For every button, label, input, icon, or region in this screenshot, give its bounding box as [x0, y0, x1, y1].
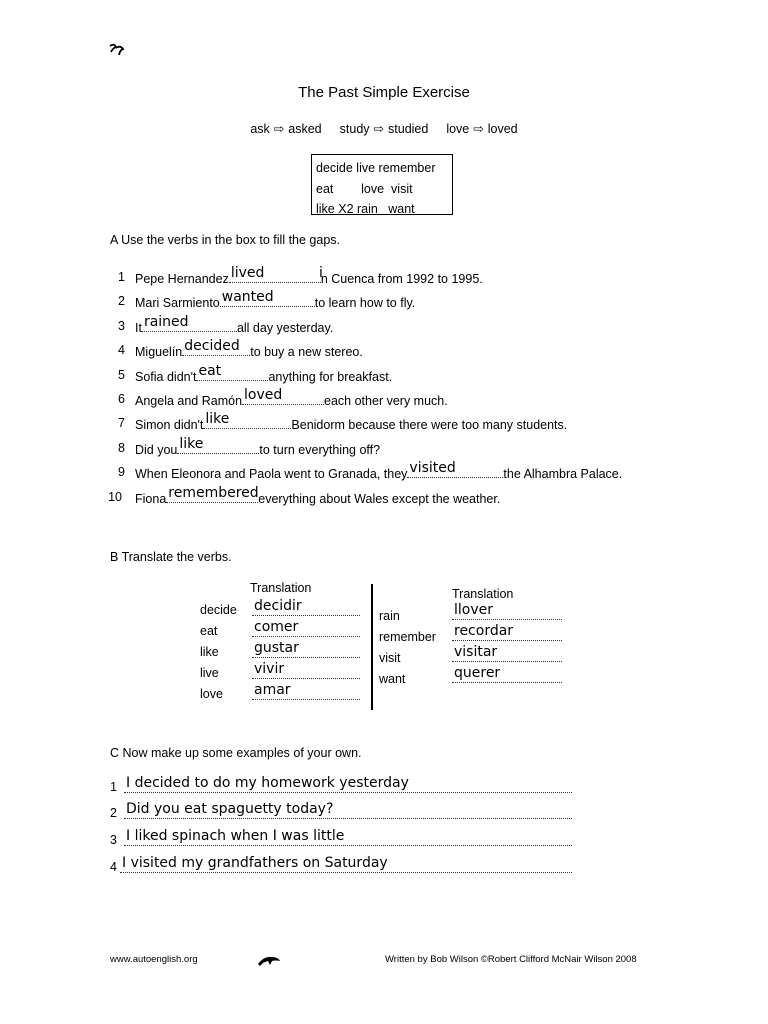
- question-text-before: Sofia didn't: [135, 369, 197, 384]
- example-base-verb: ask: [250, 122, 270, 136]
- handwritten-translation: vivir: [254, 661, 285, 677]
- question-text-before: Miguelín: [135, 345, 183, 360]
- handwritten-translation: amar: [254, 682, 291, 698]
- column-divider: [371, 584, 373, 710]
- question-text-before: Simon didn't: [135, 418, 204, 433]
- handwritten-translation: comer: [254, 619, 299, 635]
- section-b-heading: B Translate the verbs.: [110, 550, 232, 564]
- answer-gap: [203, 411, 291, 429]
- handwritten-answer: loved: [244, 387, 283, 403]
- example-base-verb: love: [446, 122, 470, 136]
- section-a-heading: A Use the verbs in the box to fill the gaps.: [110, 233, 340, 247]
- translation-verb: live: [200, 666, 219, 680]
- translation-verb: decide: [200, 603, 237, 617]
- translation-verb: rain: [379, 609, 400, 623]
- translation-verb: want: [379, 672, 406, 686]
- translation-gap: [452, 665, 562, 683]
- handwritten-answer: like: [179, 435, 204, 452]
- question-number: 7: [118, 416, 125, 431]
- answer-gap: [182, 338, 250, 356]
- question-row: [135, 362, 393, 384]
- question-number: 5: [118, 367, 125, 382]
- question-number: 1: [118, 270, 125, 284]
- handwritten-sentence: I decided to do my homework yesterday: [126, 775, 409, 791]
- question-text-before: When Eleonora and Paola went to Granada, they: [135, 467, 408, 482]
- handwritten-answer: rained: [143, 313, 189, 330]
- translation-gap: [452, 602, 562, 620]
- translation-gap: [252, 640, 360, 658]
- arrow-icon: ⇨: [273, 122, 285, 136]
- question-row: [135, 387, 448, 408]
- handwritten-answer: eat: [198, 362, 222, 379]
- question-row: [135, 338, 363, 360]
- translation-verb: visit: [379, 651, 401, 665]
- answer-gap: [177, 435, 259, 454]
- example-number: 3: [110, 833, 117, 847]
- question-text-after: each other very much.: [324, 394, 448, 408]
- example-line: [124, 801, 572, 819]
- question-row: [135, 313, 334, 335]
- handwritten-translation: recordar: [454, 623, 514, 639]
- handwritten-sentence: Did you eat spaguetty today?: [126, 801, 334, 817]
- answer-gap: [220, 289, 315, 307]
- handwritten-answer: wanted: [221, 289, 274, 306]
- example-line: [124, 828, 572, 846]
- translation-header-right: Translation: [452, 587, 514, 601]
- handwritten-answer: decided: [184, 338, 240, 355]
- question-row: [135, 411, 568, 433]
- question-row: [135, 265, 483, 286]
- question-text-after: to learn how to fly.: [314, 296, 416, 311]
- question-number: 10: [108, 489, 122, 504]
- question-row: [135, 484, 501, 506]
- question-row: [135, 435, 381, 457]
- dolphin-logo-icon: [256, 952, 282, 968]
- question-number: 8: [118, 440, 125, 455]
- question-text-after: Benidorm because there were too many students.: [291, 418, 568, 433]
- handwritten-sentence: I visited my grandfathers on Saturday: [122, 855, 388, 871]
- translation-verb: love: [200, 687, 223, 701]
- translation-gap: [452, 644, 562, 662]
- example-line: [120, 855, 572, 873]
- page-title: The Past Simple Exercise: [298, 84, 470, 101]
- answer-gap: [407, 460, 503, 478]
- question-text-after: to turn everything off?: [259, 442, 381, 457]
- answer-gap: [229, 265, 323, 283]
- question-text-after: anything for breakfast.: [268, 369, 393, 384]
- translation-verb: eat: [200, 624, 218, 638]
- answer-gap: [242, 387, 324, 405]
- example-past-verb: studied: [388, 122, 429, 136]
- question-number: 6: [118, 392, 125, 406]
- handwritten-translation: decidir: [254, 598, 302, 614]
- handwritten-answer: lived: [230, 265, 265, 281]
- question-text-before: Did you: [135, 442, 178, 457]
- answer-gap: [166, 484, 259, 503]
- handwritten-translation: gustar: [254, 640, 299, 656]
- translation-verb: like: [200, 645, 219, 659]
- arrow-icon: ⇨: [473, 122, 484, 136]
- question-text-after: everything about Wales except the weather.: [258, 491, 501, 506]
- example-number: 1: [110, 780, 117, 794]
- handwritten-answer: like: [205, 411, 230, 428]
- arrow-icon: ⇨: [373, 122, 385, 136]
- handwritten-extra: i: [318, 265, 323, 281]
- translation-header-left: Translation: [250, 581, 312, 595]
- verb-box-line: decide live remember: [316, 161, 436, 175]
- logo-icon: [108, 42, 126, 58]
- section-c-heading: C Now make up some examples of your own.: [110, 746, 362, 760]
- handwritten-answer: remembered: [168, 484, 259, 501]
- translation-gap: [252, 598, 360, 616]
- question-text-after: to buy a new stereo.: [250, 345, 363, 360]
- translation-gap: [252, 661, 360, 679]
- translation-verb: remember: [379, 630, 436, 644]
- handwritten-sentence: I liked spinach when I was little: [126, 828, 345, 844]
- handwritten-translation: visitar: [454, 644, 498, 660]
- question-row: [135, 289, 416, 311]
- verb-box: [311, 154, 453, 215]
- verb-box-line: eat love visit: [316, 181, 413, 196]
- translation-gap: [252, 682, 360, 700]
- question-row: [135, 460, 623, 482]
- handwritten-translation: querer: [454, 665, 501, 681]
- question-text-after: n Cuenca from 1992 to 1995.: [320, 272, 483, 286]
- verb-box-line: like X2 rain want: [316, 202, 415, 216]
- question-text-before: Fiona: [135, 491, 167, 506]
- example-past-verb: asked: [288, 122, 322, 136]
- example-number: 4: [110, 860, 117, 874]
- question-number: 4: [118, 343, 125, 358]
- question-number: 9: [118, 465, 125, 480]
- handwritten-answer: visited: [409, 460, 456, 477]
- example-line: [124, 775, 572, 793]
- example-conversions: [0, 121, 768, 136]
- question-text-after: all day yesterday.: [236, 320, 334, 335]
- translation-gap: [452, 623, 562, 641]
- question-text-before: It: [135, 320, 142, 335]
- handwritten-translation: llover: [454, 602, 493, 618]
- question-text-before: Pepe Hernandez: [135, 272, 229, 286]
- example-base-verb: study: [339, 122, 370, 136]
- footer-copyright: Written by Bob Wilson ©Robert Clifford McNair Wilson 2008: [385, 954, 637, 965]
- question-number: 3: [118, 318, 125, 333]
- question-number: 2: [118, 294, 125, 309]
- question-text-before: Angela and Ramón: [135, 394, 243, 408]
- question-text-before: Mari Sarmiento: [135, 296, 220, 311]
- question-text-after: the Alhambra Palace.: [503, 467, 623, 482]
- footer-website: www.autoenglish.org: [110, 954, 198, 965]
- answer-gap: [142, 313, 237, 332]
- example-past-verb: loved: [487, 122, 518, 136]
- example-number: 2: [110, 806, 117, 820]
- answer-gap: [196, 362, 268, 381]
- translation-gap: [252, 619, 360, 637]
